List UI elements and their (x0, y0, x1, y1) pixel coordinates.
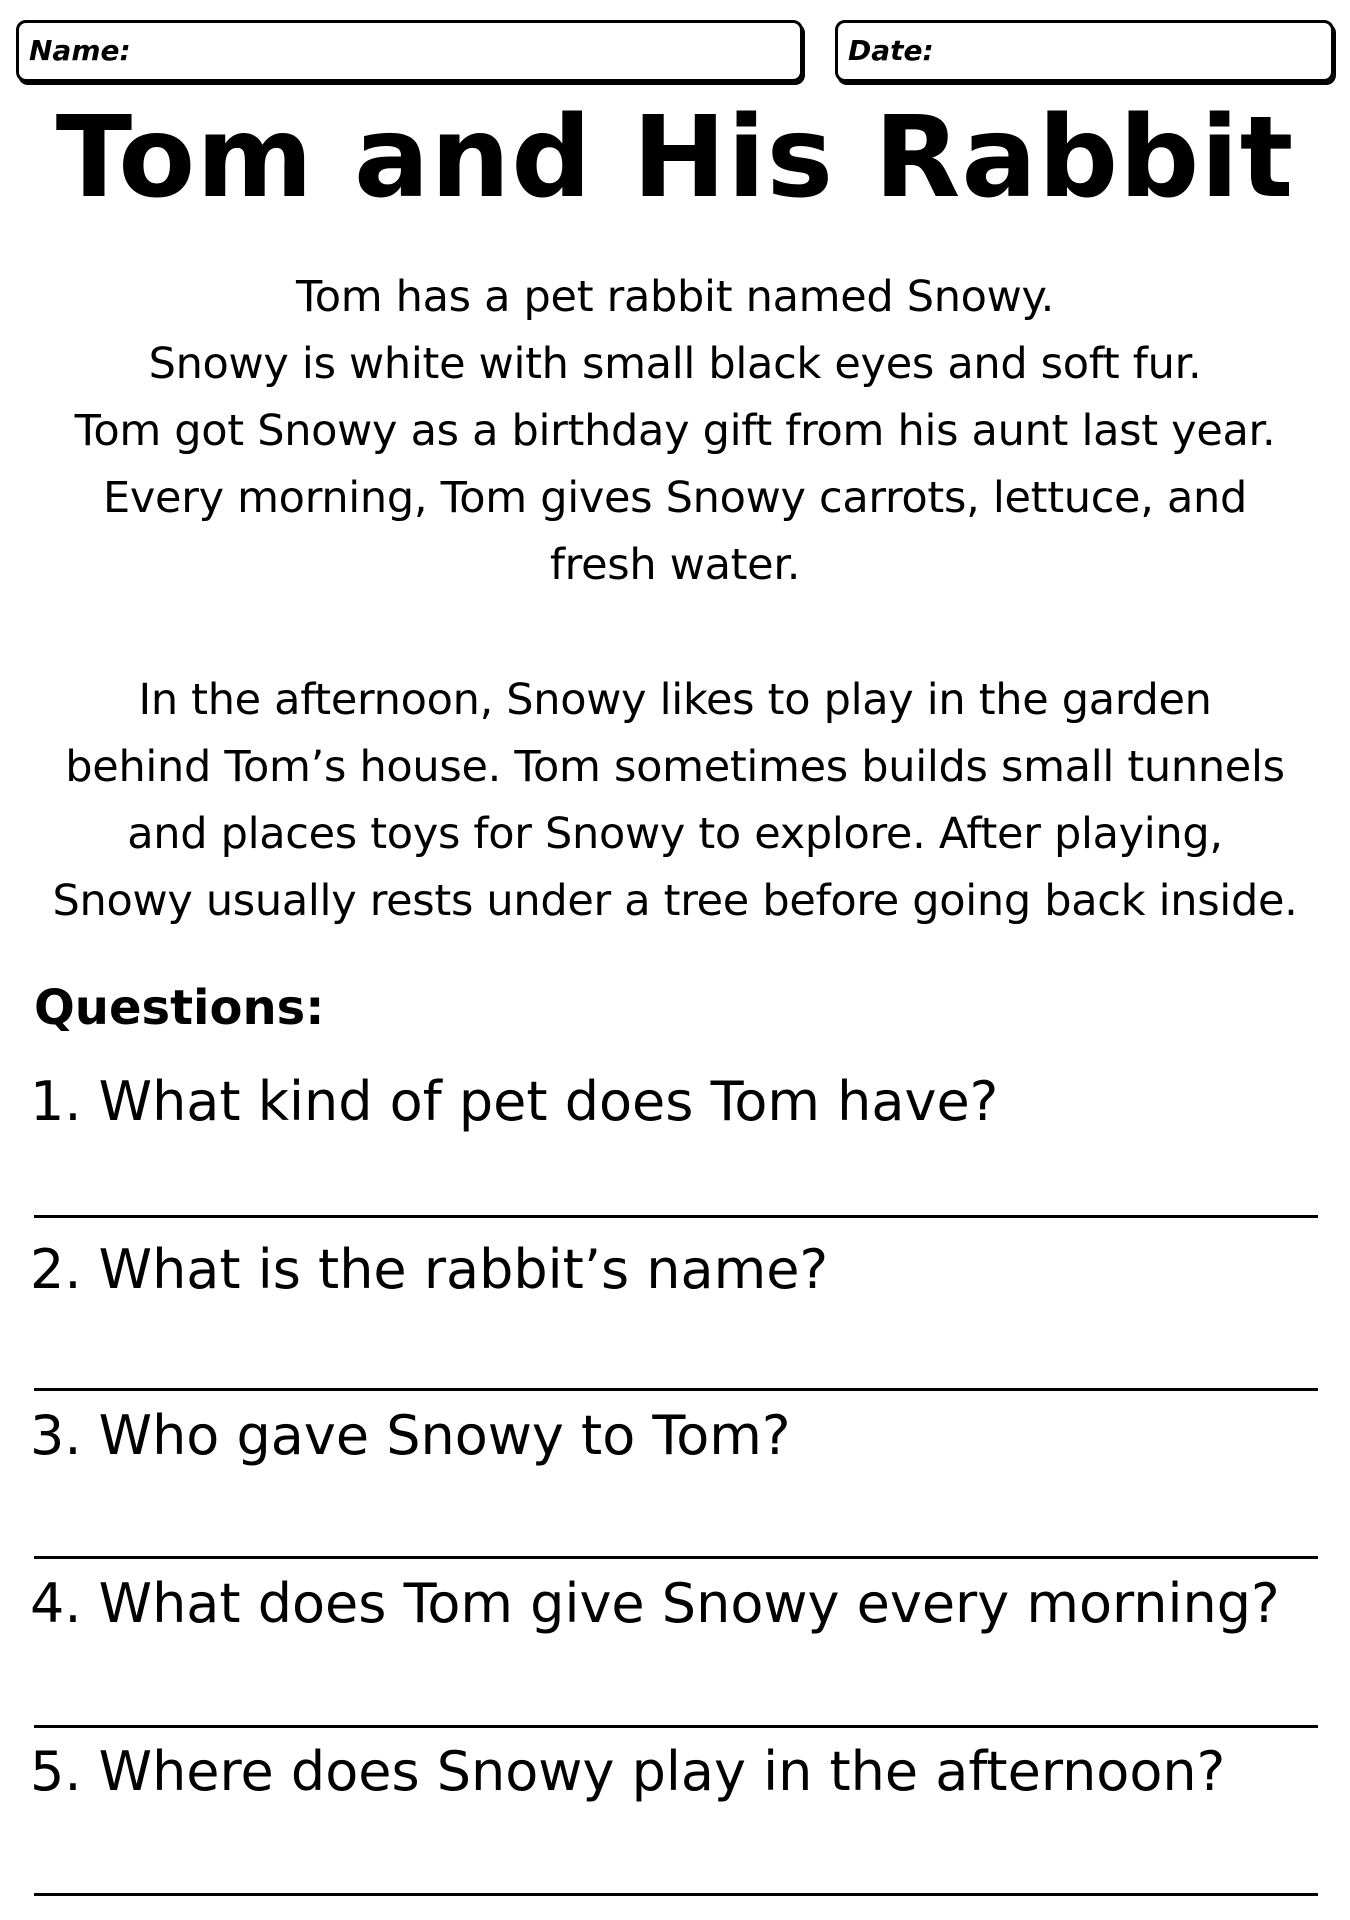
story-line: behind Tom’s house. Tom sometimes builds small tunnels (65, 742, 1285, 792)
story-line: In the afternoon, Snowy likes to play in the garden (138, 675, 1212, 725)
date-label: Date: (848, 34, 934, 67)
story-line: Tom got Snowy as a birthday gift from his aunt last year. (74, 406, 1276, 456)
story-line: Snowy usually rests under a tree before going back inside. (52, 876, 1298, 926)
questions-heading: Questions: (34, 980, 325, 1036)
question-4: 4. What does Tom give Snowy every morning? (30, 1572, 1280, 1635)
story-line: Every morning, Tom gives Snowy carrots, lettuce, and (103, 473, 1247, 523)
story-line: Tom has a pet rabbit named Snowy. (296, 272, 1054, 322)
name-field[interactable] (16, 20, 803, 82)
date-field[interactable] (835, 20, 1334, 82)
worksheet-title: Tom and His Rabbit (55, 93, 1295, 223)
question-5: 5. Where does Snowy play in the afternoon? (30, 1740, 1226, 1803)
question-3: 3. Who gave Snowy to Tom? (30, 1404, 791, 1467)
answer-line-1[interactable] (34, 1215, 1318, 1218)
answer-line-5[interactable] (34, 1893, 1318, 1896)
story-line: and places toys for Snowy to explore. After playing, (127, 809, 1223, 859)
story-line: Snowy is white with small black eyes and soft fur. (148, 339, 1202, 389)
story-paragraph-2 (30, 667, 1320, 935)
answer-line-3[interactable] (34, 1556, 1318, 1559)
question-1: 1. What kind of pet does Tom have? (30, 1070, 999, 1133)
answer-line-2[interactable] (34, 1388, 1318, 1391)
story-paragraph-1 (30, 264, 1320, 599)
story-line: fresh water. (549, 540, 801, 590)
answer-line-4[interactable] (34, 1725, 1318, 1728)
name-label: Name: (29, 34, 131, 67)
question-2: 2. What is the rabbit’s name? (30, 1238, 829, 1301)
